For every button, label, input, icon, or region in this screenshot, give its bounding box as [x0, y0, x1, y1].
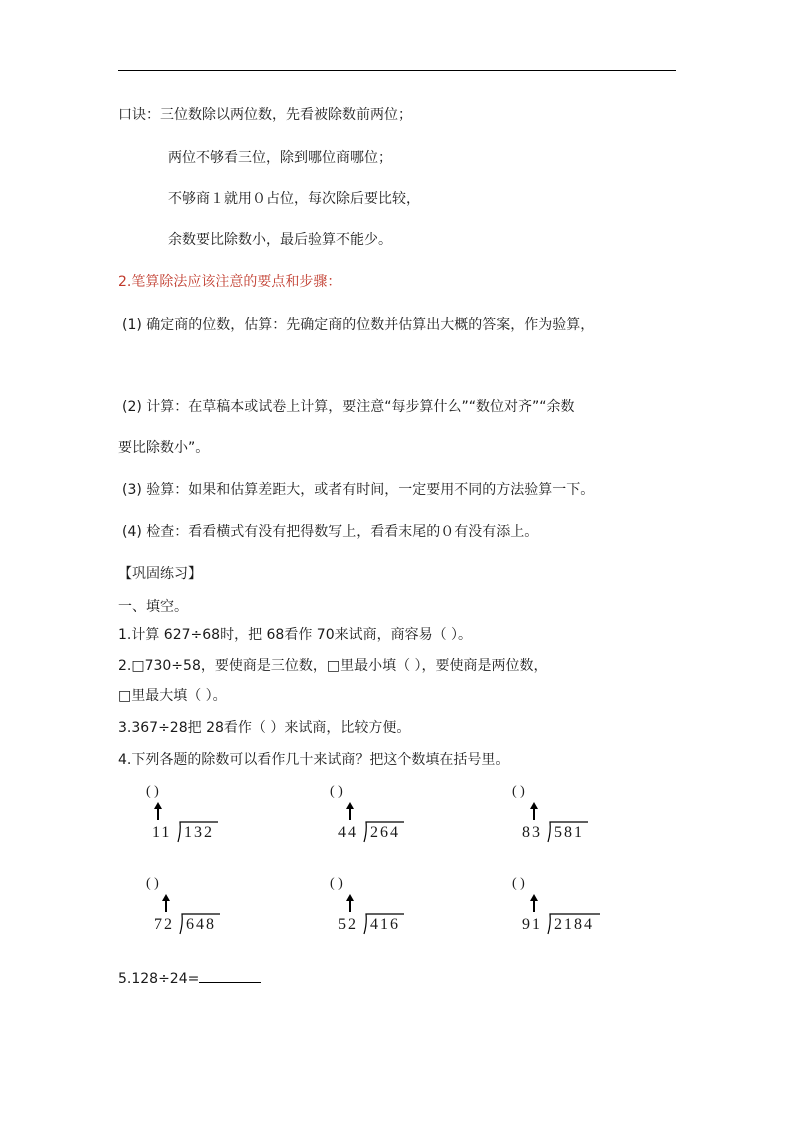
answer-paren: ( ) — [330, 784, 343, 799]
mnemonic-text: 三位数除以两位数，先看被除数前两位； — [160, 107, 412, 123]
mnemonic-line-2: 两位不够看三位，除到哪位商哪位； — [168, 150, 392, 166]
step-4: (4) 检查：看看横式有没有把得数写上，看看末尾的０有没有添上。 — [122, 524, 539, 540]
divisor: 11 — [152, 824, 172, 841]
question-5 — [118, 968, 261, 988]
question-1: 1.计算 627÷68时，把 68看作 70来试商，商容易（ ）。 — [118, 627, 473, 643]
division-problem — [324, 784, 464, 854]
answer-paren: ( ) — [146, 784, 159, 799]
dividend: 264 — [370, 824, 400, 841]
dividend: 416 — [370, 916, 400, 933]
division-problem — [140, 876, 280, 946]
answer-paren: ( ) — [330, 876, 343, 891]
divisor: 72 — [154, 916, 174, 933]
step-2: (2) 计算：在草稿本或试卷上计算，要注意“每步算什么”“数位对齐”“余数 — [122, 399, 575, 415]
question-5-text: 5.128÷24= — [118, 971, 200, 987]
divisor: 44 — [338, 824, 358, 841]
divisor: 52 — [338, 916, 358, 933]
question-2a: 2.□730÷58，要使商是三位数，□里最小填（ ），要使商是两位数， — [118, 658, 548, 674]
question-4: 4.下列各题的除数可以看作几十来试商？把这个数填在括号里。 — [118, 752, 510, 768]
mnemonic-line-4: 余数要比除数小，最后验算不能少。 — [168, 232, 392, 248]
dividend: 581 — [554, 824, 584, 841]
division-problem — [324, 876, 464, 946]
question-3: 3.367÷28把 28看作（ ）来试商，比较方便。 — [118, 720, 411, 736]
top-rule — [118, 70, 676, 71]
mnemonic-label: 口诀： — [118, 107, 160, 123]
section-title: 一、填空。 — [118, 599, 188, 615]
step-1: (1) 确定商的位数，估算：先确定商的位数并估算出大概的答案，作为验算， — [122, 317, 595, 333]
divisor: 83 — [522, 824, 542, 841]
answer-blank[interactable] — [199, 968, 261, 983]
divisor: 91 — [522, 916, 542, 933]
division-problem — [508, 784, 648, 854]
answer-paren: ( ) — [512, 876, 525, 891]
dividend: 132 — [184, 824, 214, 841]
step-2-cont: 要比除数小”。 — [118, 440, 210, 456]
question-2b: □里最大填（ ）。 — [118, 688, 227, 704]
mnemonic-line-1 — [118, 106, 412, 124]
mnemonic-line-3: 不够商１就用０占位，每次除后要比较， — [168, 191, 420, 207]
answer-paren: ( ) — [146, 876, 159, 891]
dividend: 648 — [186, 916, 216, 933]
practice-header: 【巩固练习】 — [118, 566, 202, 582]
division-problem — [140, 784, 280, 854]
dividend: 2184 — [554, 916, 594, 933]
answer-paren: ( ) — [512, 784, 525, 799]
division-problem — [508, 876, 648, 946]
steps-title: 2.笔算除法应该注意的要点和步骤： — [118, 274, 342, 290]
step-3: (3) 验算：如果和估算差距大，或者有时间，一定要用不同的方法验算一下。 — [122, 482, 595, 498]
